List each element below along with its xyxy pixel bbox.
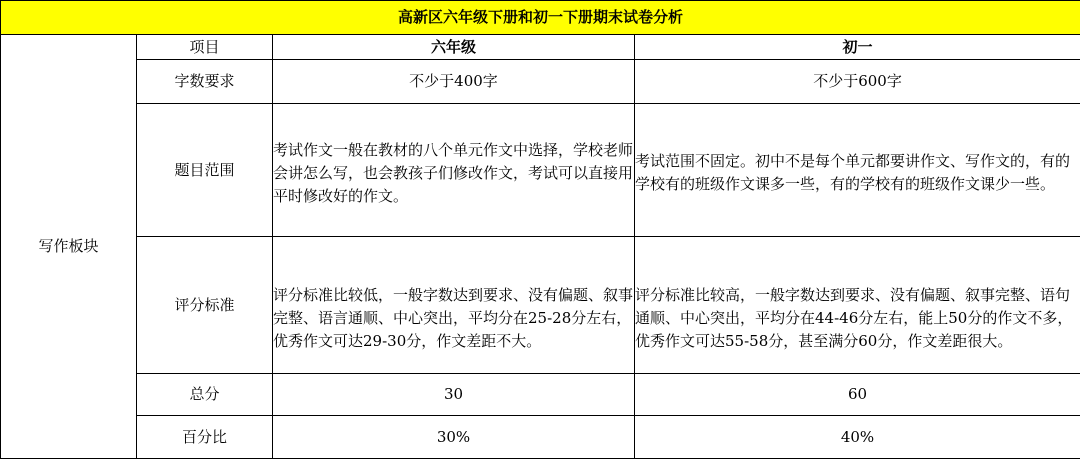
row-label-topic-scope: 题目范围 <box>137 104 273 237</box>
cell-topic-scope-grade7: 考试范围不固定。初中不是每个单元都要讲作文、写作文的，有的学校有的班级作文课多一些，有的学校有的班级作文课少一些。 <box>635 104 1080 237</box>
header-item-label: 项目 <box>137 35 273 60</box>
page-title: 高新区六年级下册和初一下册期末试卷分析 <box>1 1 1080 35</box>
row-total <box>1 374 1080 416</box>
header-grade6: 六年级 <box>273 35 635 60</box>
cell-word-count-grade6: 不少于400字 <box>273 60 635 104</box>
cell-percent-grade6: 30% <box>273 416 635 459</box>
cell-total-grade7: 60 <box>635 374 1080 416</box>
cell-percent-grade7: 40% <box>635 416 1080 459</box>
row-grading <box>1 237 1080 374</box>
row-label-word-count: 字数要求 <box>137 60 273 104</box>
title-row <box>1 1 1080 35</box>
row-word-count <box>1 60 1080 104</box>
cell-grading-grade7: 评分标准比较高，一般字数达到要求、没有偏题、叙事完整、语句通顺、中心突出，平均分在44-46分左右，能上50分的作文不多，优秀作文可达55-58分，甚至满分60分，作文差距很大。 <box>635 237 1080 374</box>
row-label-total: 总分 <box>137 374 273 416</box>
row-percent <box>1 416 1080 459</box>
cell-total-grade6: 30 <box>273 374 635 416</box>
cell-topic-scope-grade6: 考试作文一般在教材的八个单元作文中选择，学校老师会讲怎么写，也会教孩子们修改作文，考试可以直接用平时修改好的作文。 <box>273 104 635 237</box>
row-topic-scope <box>1 104 1080 237</box>
section-label: 写作板块 <box>1 35 137 459</box>
header-grade7: 初一 <box>635 35 1080 60</box>
cell-word-count-grade7: 不少于600字 <box>635 60 1080 104</box>
row-label-grading: 评分标准 <box>137 237 273 374</box>
header-row <box>1 35 1080 60</box>
row-label-percent: 百分比 <box>137 416 273 459</box>
cell-grading-grade6: 评分标准比较低，一般字数达到要求、没有偏题、叙事完整、语言通顺、中心突出，平均分在25-28分左右，优秀作文可达29-30分，作文差距不大。 <box>273 237 635 374</box>
